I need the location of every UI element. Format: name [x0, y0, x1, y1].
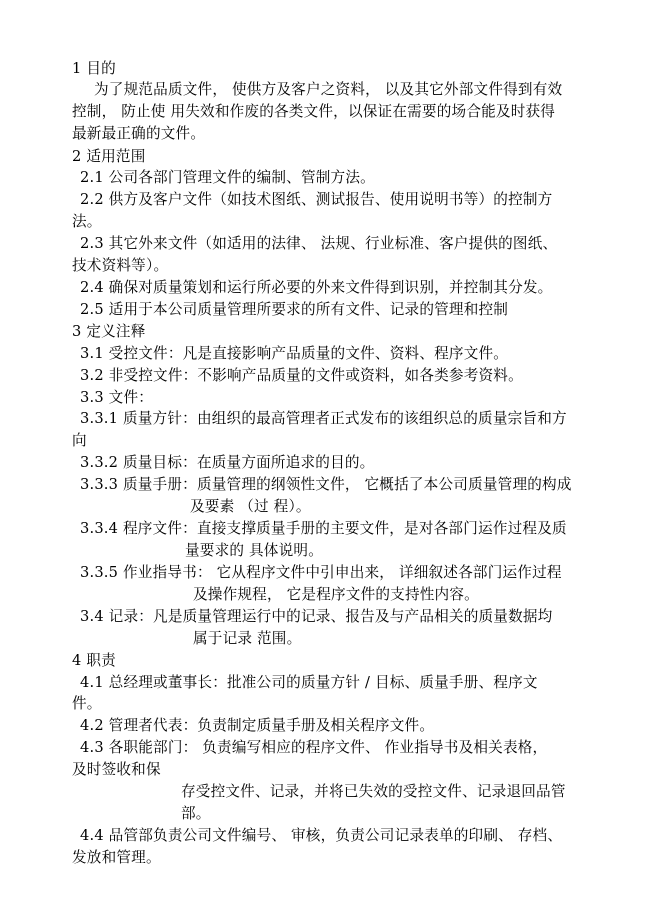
paragraph-line: 控制， 防止使 用失效和作废的各类文件，以保证在需要的场合能及时获得	[72, 103, 556, 120]
list-item: 3.3.1 质量方针：由组织的最高管理者正式发布的该组织总的质量宗旨和方	[80, 410, 567, 427]
list-item-continuation: 技术资料等）。	[72, 257, 169, 274]
list-item-continuation: 向	[72, 432, 87, 449]
list-item: 3.3 文件：	[80, 389, 154, 406]
list-item: 4.2 管理者代表：负责制定质量手册及相关程序文件。	[80, 717, 435, 734]
list-item-continuation: 发放和管理。	[72, 849, 161, 866]
list-item: 2.5 适用于本公司质量管理所要求的所有文件、记录的管理和控制	[80, 301, 509, 318]
list-item-continuation: 部。	[181, 805, 211, 822]
list-item-continuation: 及操作规程， 它是程序文件的支持性内容。	[193, 586, 479, 603]
list-item: 2.4 确保对质量策划和运行所必要的外来文件得到识别，并控制其分发。	[80, 279, 553, 296]
list-item-continuation: 件。	[72, 695, 102, 712]
paragraph-line: 为了规范品质文件， 使供方及客户之资料， 以及其它外部文件得到有效	[94, 81, 563, 98]
section-heading-scope: 2 适用范围	[72, 148, 146, 165]
list-item: 3.3.2 质量目标：在质量方面所追求的目的。	[80, 454, 375, 471]
list-item: 4.3 各职能部门： 负责编写相应的程序文件、 作业指导书及相关表格，	[80, 739, 548, 756]
list-item: 3.3.5 作业指导书： 它从程序文件中引申出来， 详细叙述各部门运作过程	[80, 564, 562, 581]
list-item: 4.4 品管部负责公司文件编号、 审核，负责公司记录表单的印刷、 存档、	[80, 827, 563, 844]
paragraph-line: 最新最正确的文件。	[72, 125, 206, 142]
list-item: 2.1 公司各部门管理文件的编制、管制方法。	[80, 169, 375, 186]
section-heading-purpose: 1 目的	[72, 60, 116, 77]
list-item: 2.2 供方及客户文件（如技术图纸、测试报告、使用说明书等）的控制方	[80, 191, 553, 208]
list-item: 3.2 非受控文件：不影响产品质量的文件或资料，如各类参考资料。	[80, 367, 523, 384]
list-item: 3.1 受控文件：凡是直接影响产品质量的文件、资料、程序文件。	[80, 345, 509, 362]
list-item: 4.1 总经理或董事长：批准公司的质量方针 / 目标、质量手册、程序文	[80, 674, 538, 691]
list-item-continuation: 属于记录 范围。	[193, 630, 302, 647]
list-item-continuation: 及要素 （过 程）。	[190, 498, 311, 515]
list-item: 3.3.3 质量手册：质量管理的纲领性文件， 它概括了本公司质量管理的构成	[80, 476, 572, 493]
list-item-continuation: 量要求的 具体说明。	[185, 542, 323, 559]
section-heading-responsibilities: 4 职责	[72, 652, 116, 669]
section-heading-definitions: 3 定义注释	[72, 323, 146, 340]
list-item: 3.3.4 程序文件：直接支撑质量手册的主要文件，是对各部门运作过程及质	[80, 520, 567, 537]
list-item: 3.4 记录：凡是质量管理运行中的记录、报告及与产品相关的质量数据均	[80, 608, 553, 625]
list-item-continuation: 存受控文件、记录，并将已失效的受控文件、记录退回品管	[181, 783, 566, 800]
list-item-continuation: 及时签收和保	[72, 761, 161, 778]
list-item: 2.3 其它外来文件（如适用的法律、 法规、行业标准、客户提供的图纸、	[80, 235, 558, 252]
list-item-continuation: 法。	[72, 213, 102, 230]
